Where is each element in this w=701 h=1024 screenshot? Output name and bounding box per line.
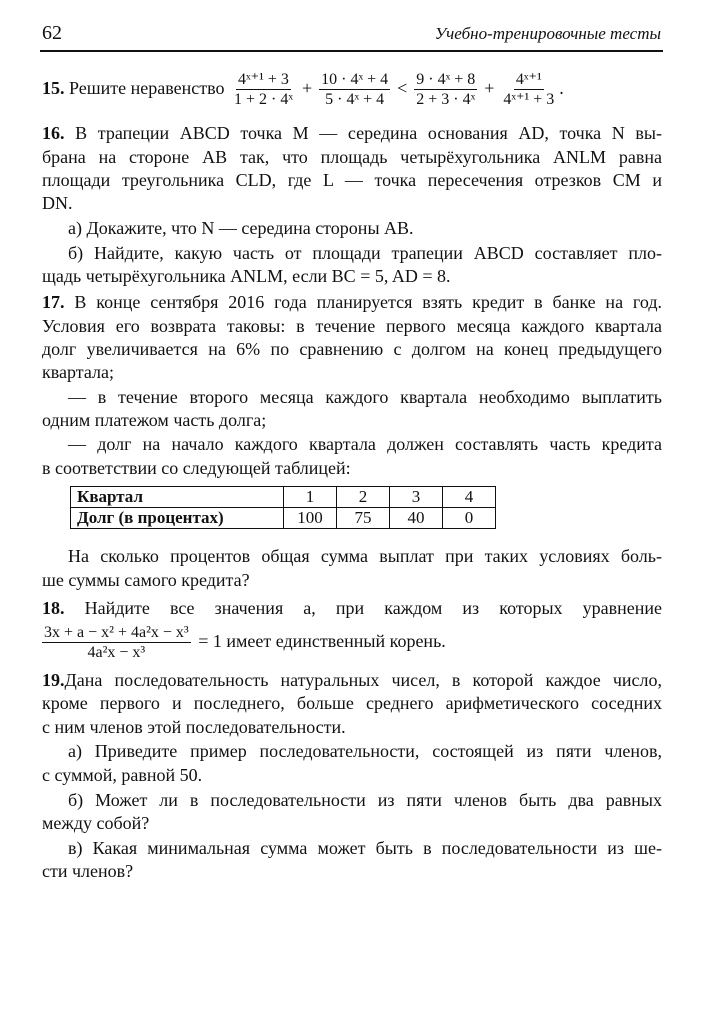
- problem-19-part-c: в) Какая минимальная сумма может быть в последовательности из ше-: [68, 838, 662, 858]
- problem-19-part-a: а) Приведите пример последовательности, состоящей из пяти членов,: [68, 741, 662, 761]
- table-cell: 3: [390, 487, 443, 508]
- problem-17-line: долг увеличивается на 6% по сравнению с долгом на конец предыдущего: [42, 339, 662, 359]
- problem-18-line: [42, 597, 662, 619]
- problem-number: 15.: [42, 78, 65, 98]
- numerator: 4ˣ⁺¹ + 3: [238, 71, 289, 89]
- denominator: 5 · 4ˣ + 4: [325, 91, 385, 109]
- problem-16-line: DN.: [42, 193, 73, 213]
- table-row: [71, 487, 496, 508]
- table-cell: 100: [284, 508, 337, 529]
- text: Найдите все значения a, при каждом из которых уравнение: [84, 598, 663, 618]
- problem-19-line: с ним членов этой последовательности.: [42, 717, 346, 737]
- table-cell: 40: [390, 508, 443, 529]
- numerator: 10 · 4ˣ + 4: [321, 71, 389, 89]
- problem-16-line: [42, 122, 662, 144]
- table-cell: 75: [337, 508, 390, 529]
- table-cell: 0: [443, 508, 496, 529]
- fraction: [42, 623, 191, 662]
- problem-17-line: в соответствии со следующей таблицей:: [42, 458, 351, 478]
- problem-17-line: ше суммы самого кредита?: [42, 570, 250, 590]
- numerator: 9 · 4ˣ + 8: [416, 71, 476, 89]
- problem-number: 16.: [42, 123, 65, 143]
- fraction: [319, 70, 390, 109]
- problem-19-line: кроме первого и последнего, больше среднего арифметического соседних: [42, 693, 662, 713]
- problem-16-line: щадь четырёхугольника ANLM, если BC = 5, AD = 8.: [42, 266, 451, 286]
- problem-16-line: брана на стороне AB так, что площадь четырёхугольника ANLM равна: [42, 147, 662, 167]
- fraction: [414, 70, 477, 109]
- table-cell: 2: [337, 487, 390, 508]
- problem-number: 18.: [42, 598, 65, 618]
- denominator: 2 + 3 · 4ˣ: [416, 91, 476, 109]
- problem-19-line: [42, 669, 662, 691]
- text: = 1 имеет единственный корень.: [198, 631, 446, 651]
- problem-number: 19.: [42, 670, 65, 690]
- problem-19-part-b: б) Может ли в последовательности из пяти членов быть два равных: [68, 790, 662, 810]
- problem-number: 17.: [42, 292, 65, 312]
- table-row: [71, 508, 496, 529]
- problem-17-line: На сколько процентов общая сумма выплат при таких условиях боль-: [68, 546, 662, 566]
- problem-text: Решите неравенство: [69, 78, 225, 98]
- problem-16-line: площади треугольника CLD, где L — точка пересечения отрезков CM и: [42, 170, 662, 190]
- operator: +: [484, 78, 495, 98]
- operator: <: [397, 78, 408, 98]
- running-header: Учебно-тренировочные тесты: [434, 24, 661, 43]
- problem-19-line: между собой?: [42, 813, 150, 833]
- page-number: 62: [42, 22, 62, 44]
- problem-16-part-b: б) Найдите, какую часть от площади трапеции ABCD составляет пло-: [68, 243, 662, 263]
- debt-table: [70, 486, 496, 529]
- problem-19-line: сти членов?: [42, 861, 134, 881]
- denominator: 1 + 2 · 4ˣ: [233, 91, 293, 109]
- numerator: 3x + a − x² + 4a²x − x³: [44, 624, 189, 642]
- row-header: Долг (в процентах): [71, 508, 284, 529]
- problem-18-equation: [42, 620, 662, 662]
- denominator: 4a²x − x³: [87, 644, 146, 662]
- table-cell: 1: [284, 487, 337, 508]
- header-rule: [40, 50, 663, 52]
- operator: .: [559, 78, 564, 98]
- text: В трапеции ABCD точка M — середина основания AD, точка N вы-: [75, 123, 662, 143]
- problem-17-line: [42, 291, 662, 313]
- fraction: [501, 70, 556, 109]
- operator: +: [301, 78, 313, 98]
- problem-17-line: — долг на начало каждого квартала должен составлять часть кредита: [68, 434, 662, 454]
- row-header: Квартал: [71, 487, 284, 508]
- text: Дана последовательность натуральных чисел, в которой каждое число,: [64, 670, 662, 690]
- problem-17-line: одним платежом часть долга;: [42, 410, 267, 430]
- problem-17-line: квартала;: [42, 362, 114, 382]
- problem-17-line: Условия его возврата таковы: в течение первого месяца каждого квартала: [42, 316, 662, 336]
- problem-19-line: с суммой, равной 50.: [42, 765, 203, 785]
- problem-15: [42, 66, 662, 110]
- problem-16-part-a: а) Докажите, что N — середина стороны AB.: [68, 218, 414, 238]
- problem-17-line: — в течение второго месяца каждого квартала необходимо выплатить: [68, 387, 662, 407]
- table-cell: 4: [443, 487, 496, 508]
- denominator: 4ˣ⁺¹ + 3: [503, 91, 555, 109]
- fraction: [232, 70, 295, 109]
- numerator: 4ˣ⁺¹: [515, 71, 542, 89]
- text: В конце сентября 2016 года планируется взять кредит в банке на год.: [74, 292, 663, 312]
